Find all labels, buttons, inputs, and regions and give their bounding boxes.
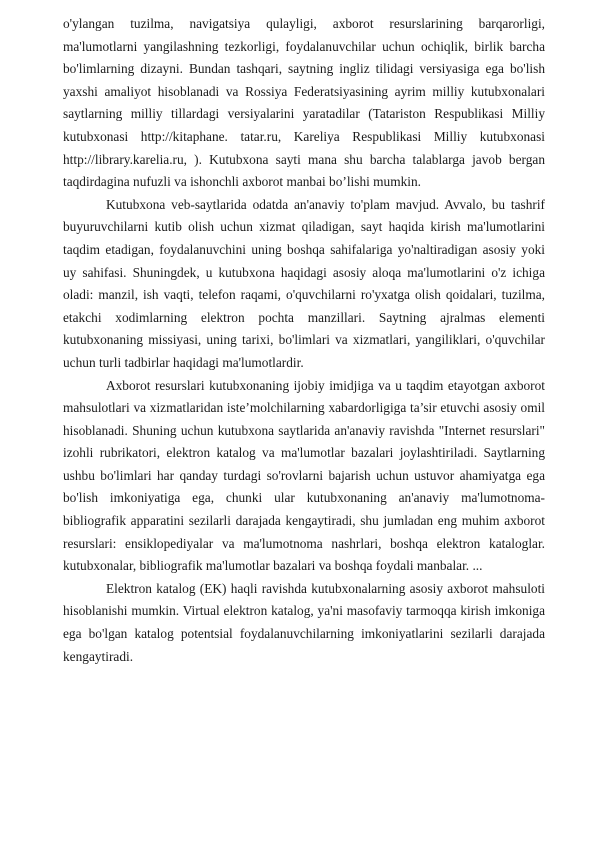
paragraph-website-structure: Kutubxona veb-saytlarida odatda an'anaviy to'plam mavjud. Avvalo, bu tashrif buyuruvchilarni kutib olish uchun xizmat qiladigan, sayt haqida kirish ma'lumotlarini taqdim etadigan, foydalanuvchini uning boshqa sahifalariga yo'naltiradigan asosiy yoki uy sahifasi. Shuningdek, u kutubxona haqidagi asosiy aloqa ma'lumotlarini o'z ichiga oladi: manzil, ish vaqti, telefon raqami, o'quvchilarni ro'yxatga olish qoidalari, tuzilma, etakchi xodimlarning elektron pochta manzillari. Saytning ajralmas elementi kutubxonaning missiyasi, uning tarixi, bo'limlari va xizmatlari, yangiliklari, o'quvchilar uchun turli tadbirlar haqidagi ma'lumotlardir. xyxy=(63,196,545,370)
paragraph-continuation: o'ylangan tuzilma, navigatsiya qulayligi, axborot resurslarining barqarorligi, ma'lumotlarni yangilashning tezkorligi, foydalanuvchilar uchun ochiqlik, birlik barcha bo'limlarning dizayni. Bundan tashqari, saytning ingliz tilidagi versiyasiga ega bo'lish yaxshi amaliyot hisoblanadi va Rossiya Federatsiyasining ayrim milliy kutubxonalari saytlarning milliy tillardagi versiyalarini yaratadilar (Tatariston Respublikasi Milliy kutubxonasi http://kitaphane. tatar.ru, Kareliya Respublikasi Milliy kutubxonasi http://library.karelia.ru, ). Kutubxona sayti mana shu barcha talablarga javob bergan taqdirdagina nufuzli va ishonchli axborot manbai bo’lishi mumkin. xyxy=(63,16,545,190)
paragraph-information-resources: Axborot resurslari kutubxonaning ijobiy imidjiga va u taqdim etayotgan axborot mahsulotlari va xizmatlaridan iste’molchilarning xabardorligiga ta’sir etuvchi asosiy omil hisoblanadi. Shuning uchun kutubxona saytlarida an'anaviy ravishda "Internet resurslari" izohli rubrikatori, elektron katalog va ma'lumotlar bazalari joylashtiriladi. Saytlarning ushbu bo'limlari har qanday turdagi so'rovlarni bajarish uchun ustuvor ahamiyatga ega bo'lish imkoniyatiga ega, chunki ular kutubxonaning an'anaviy ma'lumotnoma-bibliografik apparatini sezilarli darajada kengaytiradi, shu jumladan eng muhim axborot resurslari: ensiklopediyalar va ma'lumotnoma nashrlari, boshqa elektron kataloglar. kutubxonalar, bibliografik ma'lumotlar bazalari va boshqa foydali manbalar. ... xyxy=(63,377,545,574)
paragraph-electronic-catalog: Elektron katalog (EK) haqli ravishda kutubxonalarning asosiy axborot mahsuloti hisoblanishi mumkin. Virtual elektron katalog, ya'ni masofaviy tarmoqqa kirish imkoniga ega bo'lgan katalog potentsial foydalanuvchilarning imkoniyatlarini sezilarli darajada kengaytiradi. xyxy=(63,580,545,664)
document-page xyxy=(63,13,545,668)
